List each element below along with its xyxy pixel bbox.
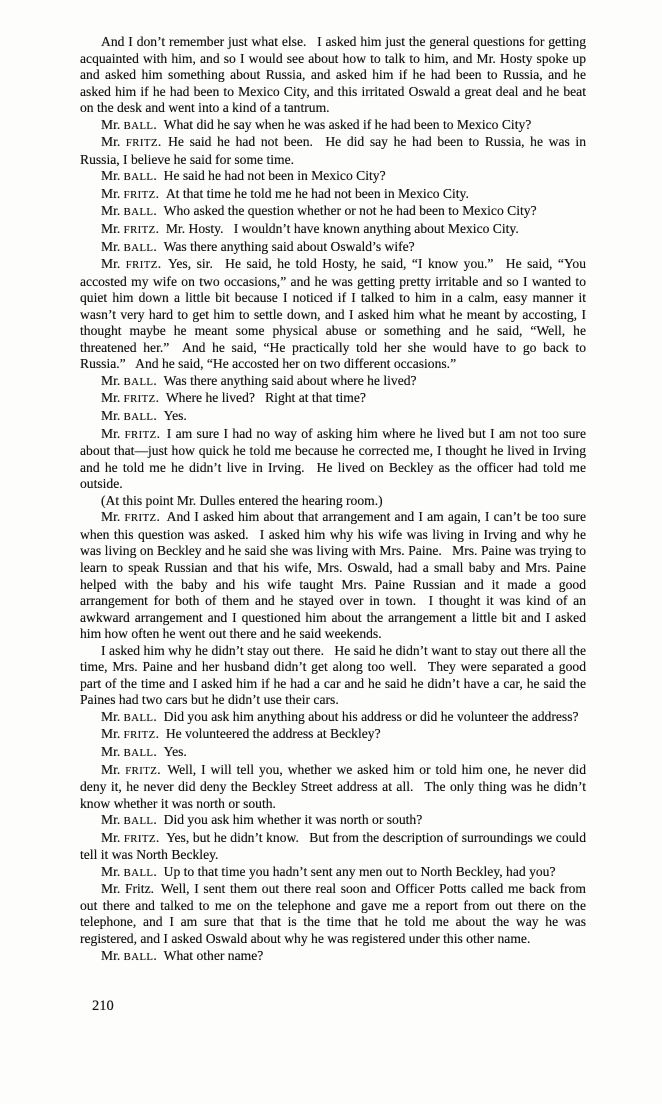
testimony-paragraph xyxy=(80,426,586,493)
speaker-label: Mr. BALL. xyxy=(101,203,157,219)
speech-text: Yes. xyxy=(163,743,187,759)
stage-direction-text: (At this point Mr. Dulles entered the hearing room.) xyxy=(101,492,383,508)
testimony-paragraph xyxy=(80,168,586,186)
speaker-name: FRITZ xyxy=(123,393,156,406)
speech-text: Was there anything said about where he lived? xyxy=(163,372,417,388)
speaker-label: Mr. Fritz. xyxy=(101,881,155,897)
narrative-paragraph xyxy=(80,643,586,709)
speaker-name: BALL xyxy=(123,171,154,184)
testimony-paragraph xyxy=(80,256,586,373)
speaker-name: BALL xyxy=(123,241,154,254)
testimony-paragraph xyxy=(80,812,586,830)
speech-text: Did you ask him whether it was north or south? xyxy=(163,812,423,828)
speech-text: At that time he told me he had not been in Mexico City. xyxy=(165,185,469,201)
narrative-text: I asked him why he didn’t stay out there. He said he didn’t want to stay out there all the time, Mrs. Paine and her husband didn’t get along too well. They were separated a good part of the time and I asked him if he had a car and he said he didn’t have a car, he said the Paines had two cars but he didn’t use their cars. xyxy=(80,642,586,708)
speech-text: He said he had not been. He did say he had been to Russia, he was in Russia, I believe he said for some time. xyxy=(80,134,586,167)
speaker-label: Mr. FRITZ. xyxy=(101,761,161,777)
testimony-paragraph xyxy=(80,408,586,426)
stage-direction xyxy=(80,493,586,510)
speech-text: Who asked the question whether or not he had been to Mexico City? xyxy=(163,203,537,219)
speaker-label: Mr. BALL. xyxy=(101,408,157,424)
speech-text: Up to that time you hadn’t sent any men out to North Beckley, had you? xyxy=(163,863,556,879)
speaker-label: Mr. BALL. xyxy=(101,372,157,388)
speaker-label: Mr. BALL. xyxy=(101,743,157,759)
testimony-paragraph xyxy=(80,864,586,882)
speaker-name: Fritz xyxy=(124,881,151,897)
speech-text: And I asked him about that arrangement and I am again, I can’t be too sure when this question was asked. I asked him why his wife was living in Irving and why he was living on Beckley and he said she was living with Mrs. Paine. Mrs. Paine was trying to learn to speak Russian and that his wife, Mrs. Oswald, had a small baby and Mrs. Paine helped with the baby and his wife taught Mrs. Paine Russian and it made a good arrangement for both of them and he stayed over in town. I thought it was kind of an awkward arrangement and I questioned him about the arrangement a little bit and I asked him how often he went out there and he said weekends. xyxy=(80,509,586,642)
testimony-paragraph xyxy=(80,509,586,642)
speech-text: Did you ask him anything about his address or did he volunteer the address? xyxy=(163,708,579,724)
speaker-label: Mr. BALL. xyxy=(101,116,157,132)
speaker-label: Mr. FRITZ. xyxy=(101,425,160,441)
speech-text: Well, I sent them out there real soon and Officer Potts called me back from out there and talked to me on the telephone and gave me a report from out there on the telephone, and I am sure that that is the time that he told me about the way he was registered, and I asked Oswald about why he was registered under this other name. xyxy=(80,881,586,946)
testimony-paragraph xyxy=(80,709,586,727)
speech-text: Yes, but he didn’t know. But from the description of surroundings we could tell it was North Beckley. xyxy=(80,829,587,863)
page-number: 210 xyxy=(92,998,114,1014)
speaker-name: BALL xyxy=(123,375,154,388)
speaker-label: Mr. FRITZ. xyxy=(101,509,160,525)
speaker-label: Mr. FRITZ. xyxy=(101,185,160,201)
narrative-text: And I don’t remember just what else. I asked him just the general questions for getting acquainted with him, and so I would see about how to talk to him, and Mr. Hosty spoke up and asked him something about Russia, and asked him if he had been to Russia, and he asked him if he had been to Mexico City, and this irritated Oswald a great deal and he beat on the desk and went into a kind of a tantrum. xyxy=(80,34,586,116)
testimony-paragraph xyxy=(80,762,586,813)
speaker-name: FRITZ xyxy=(123,224,156,237)
speech-text: What did he say when he was asked if he had been to Mexico City? xyxy=(163,116,532,132)
speaker-label: Mr. BALL. xyxy=(101,863,157,879)
speaker-name: BALL xyxy=(123,411,154,424)
speaker-name: BALL xyxy=(123,746,154,759)
speaker-name: FRITZ xyxy=(124,428,157,441)
speaker-name: BALL xyxy=(123,119,154,132)
speaker-name: BALL xyxy=(123,950,154,963)
testimony-paragraph xyxy=(80,221,586,239)
speaker-name: BALL xyxy=(123,866,154,879)
speaker-name: FRITZ xyxy=(123,188,156,201)
speech-text: Where he lived? Right at that time? xyxy=(165,390,366,406)
testimony-paragraph xyxy=(80,134,586,168)
speaker-label: Mr. BALL. xyxy=(101,947,157,963)
testimony-paragraph xyxy=(80,948,586,966)
testimony-paragraph xyxy=(80,373,586,391)
testimony-paragraph xyxy=(80,744,586,762)
speech-text: I am sure I had no way of asking him where he lived but I am not too sure about that—just how quick he told me because he corrected me, I thought he lived in Irving and he told me he didn’t live in Irving. He lived on Beckley as the officer had told me outside. xyxy=(80,425,586,492)
testimony-paragraph xyxy=(80,239,586,257)
speaker-name: FRITZ xyxy=(125,764,158,777)
testimony-paragraph xyxy=(80,830,586,864)
speech-text: Yes, sir. He said, he told Hosty, he said, “I know you.” He said, “You accosted my wife on two occasions,” and he was getting pretty irritable and so I wanted to quiet him down a little bit because I noticed if I talked to him in a calm, easy manner it wasn’t very hard to get him to settle down, and I asked him what he meant by accosting, I thought maybe he meant some physical abuse or something and he said, “Well, he threatened her.” And he said, “He practically told her she would have to go back to Russia.” And he said, “He accosted her on two different occasions.” xyxy=(80,256,586,372)
speaker-name: BALL xyxy=(123,815,154,828)
testimony-paragraph xyxy=(80,117,586,135)
speaker-label: Mr. BALL. xyxy=(101,812,157,828)
speech-text: What other name? xyxy=(163,947,264,963)
speaker-label: Mr. FRITZ. xyxy=(101,256,162,272)
testimony-paragraph xyxy=(80,186,586,204)
testimony-paragraph xyxy=(80,390,586,408)
speaker-label: Mr. FRITZ. xyxy=(101,221,160,237)
speaker-name: FRITZ xyxy=(125,137,158,150)
speech-text: He said he had not been in Mexico City? xyxy=(163,168,386,184)
testimony-paragraph xyxy=(80,881,586,947)
speech-text: Mr. Hosty. I wouldn’t have known anything about Mexico City. xyxy=(165,221,519,237)
testimony-paragraph xyxy=(80,726,586,744)
speaker-name: BALL xyxy=(123,206,154,219)
speaker-name: FRITZ xyxy=(125,259,158,272)
testimony-text xyxy=(80,34,586,965)
speaker-label: Mr. BALL. xyxy=(101,708,157,724)
speaker-name: BALL xyxy=(123,711,154,724)
speaker-name: FRITZ xyxy=(124,512,157,525)
speech-text: Well, I will tell you, whether we asked him or told him one, he never did deny it, he never did deny the Beckley Street address at all. The only thing was he didn’t know whether it was north or south. xyxy=(80,761,586,811)
speaker-label: Mr. FRITZ. xyxy=(101,390,160,406)
speaker-label: Mr. BALL. xyxy=(101,238,157,254)
speaker-label: Mr. BALL. xyxy=(101,168,157,184)
speaker-name: FRITZ xyxy=(123,729,156,742)
speech-text: Was there anything said about Oswald’s wife? xyxy=(163,238,415,254)
speaker-name: FRITZ xyxy=(123,832,156,845)
speaker-label: Mr. FRITZ. xyxy=(101,134,162,150)
narrative-paragraph xyxy=(80,34,586,117)
speech-text: Yes. xyxy=(163,408,187,424)
testimony-paragraph xyxy=(80,203,586,221)
speaker-label: Mr. FRITZ. xyxy=(101,726,160,742)
speaker-label: Mr. FRITZ. xyxy=(101,829,160,845)
speech-text: He volunteered the address at Beckley? xyxy=(165,726,381,742)
